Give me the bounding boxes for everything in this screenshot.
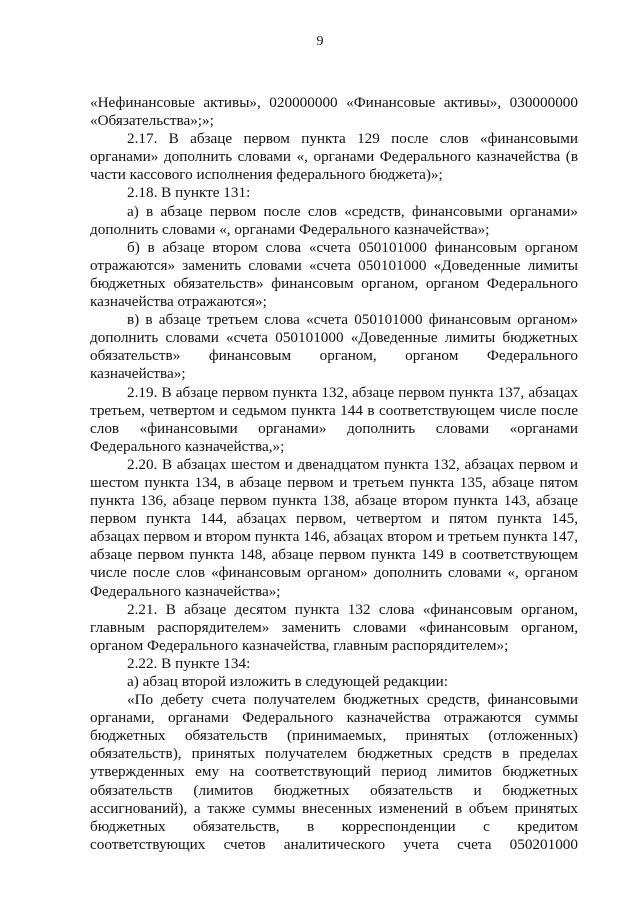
paragraph-quoted-text: «По дебету счета получателем бюджетных средств, финансовыми органами, органами Федерального казначейства отражаются суммы бюджетных обязательств (принимаемых, принятых (отложенных) обязательств), принятых получателем бюджетных средств в пределах утвержденных ему на соответствующий период лимитов бюджетных обязательств (лимитов бюджетных обязательств и бюджетных ассигнований), а также суммы внесенных изменений в объем принятых бюджетных обязательств, в корреспонденции с кредитом соответствующих счетов аналитического учета счета 050201000 [90,691,578,853]
page-number: 9 [316,34,324,49]
paragraph-2-20: 2.20. В абзацах шестом и двенадцатом пункта 132, абзацах первом и шестом пункта 134, в абзаце первом и третьем пункта 135, абзаце пятом пункта 136, абзаце первом пункта 138, абзаце втором пункта 143, абзаце первом пункта 144, абзацах первом, четвертом и пятом пункта 145, абзацах первом и втором пункта 146, абзацах втором и третьем пункта 147, абзаце первом пункта 148, абзаце первом пункта 149 в соответствующем числе после слов «финансовым органом» дополнить словами «, органом Федерального казначейства»; [90,455,578,600]
paragraph-continuation: «Нефинансовые активы», 020000000 «Финансовые активы», 030000000 «Обязательства»;»; [90,94,578,130]
paragraph-2-22-a: а) абзац второй изложить в следующей редакции: [127,673,449,690]
paragraph-2-17: 2.17. В абзаце первом пункта 129 после слов «финансовыми органами» дополнить словами «, органами Федерального казначейства (в части кассового исполнения федерального бюджета)»; [90,130,578,184]
paragraph-2-18-v: в) в абзаце третьем слова «счета 050101000 финансовым органом» дополнить словами «счета 050101000 «Доведенные лимиты бюджетных обязательств» финансовым органом, органом Федерального казначейства»; [90,311,578,383]
paragraph-2-21: 2.21. В абзаце десятом пункта 132 слова «финансовым органом, главным распорядителем» заменить словами «финансовым органом, органом Федерального казначейства, главным распорядителем»; [90,600,578,654]
paragraph-2-18: 2.18. В пункте 131: [127,184,251,202]
paragraph-2-18-a: а) в абзаце первом после слов «средств, финансовыми органами» дополнить словами «, органами Федерального казначейства»; [90,202,578,238]
paragraph-2-18-b: б) в абзаце втором слова «счета 050101000 финансовым органом отражаются» заменить словами «счета 050101000 «Доведенные лимиты бюджетных обязательств» финансовым органом, органом Федерального казначейства отражаются»; [90,238,578,311]
paragraph-2-19: 2.19. В абзаце первом пункта 132, абзаце первом пункта 137, абзацах третьем, четвертом и седьмом пункта 144 в соответствующем числе после слов «финансовыми органами» дополнить словами «органами Федерального казначейства,»; [90,383,578,455]
paragraph-2-22: 2.22. В пункте 134: [127,654,251,672]
document-body [90,94,578,854]
